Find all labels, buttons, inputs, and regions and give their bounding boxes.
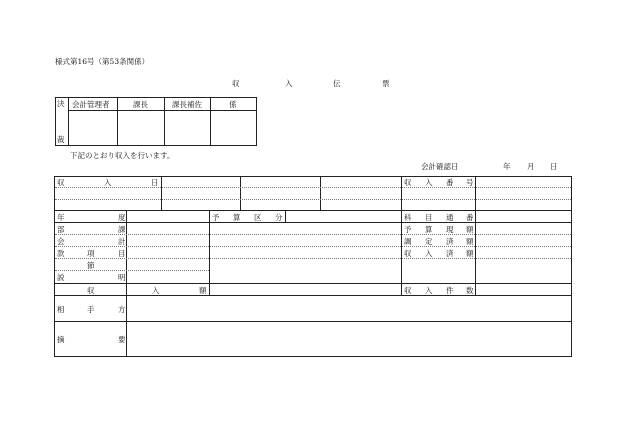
label-yosan-gengaku: 額 [466, 225, 474, 234]
label-buka: 部 [57, 225, 65, 234]
label-kamoku-tsuban: 目 [425, 213, 433, 222]
yosan-kubun-char: 予 [212, 213, 220, 222]
label-kamoku-tsuban: 番 [466, 213, 474, 222]
label-nendo: 度 [118, 213, 126, 222]
approval-col-kaikei: 会計管理者 [72, 100, 110, 109]
aite-char: 方 [118, 305, 126, 314]
label-chotei-sumigaku: 定 [425, 237, 433, 246]
approval-col-kakari: 係 [229, 100, 237, 109]
approval-col-kacho: 課長 [133, 100, 148, 109]
label-shunyu-sumigaku: 済 [446, 249, 454, 258]
label-chotei-sumigaku: 額 [466, 237, 474, 246]
label-kaikei: 計 [118, 237, 126, 246]
yosan-kubun-char: 区 [254, 213, 262, 222]
aite-char: 相 [57, 305, 65, 314]
label-kaikei: 会 [57, 237, 65, 246]
label-kankomoku: 目 [118, 249, 126, 258]
label-yosan-gengaku: 算 [425, 225, 433, 234]
label-setsumei: 説 [57, 273, 65, 282]
approval-kessai-top: 決 [57, 99, 65, 108]
bango-char: 番 [446, 178, 454, 187]
confirm-day: 日 [550, 162, 558, 171]
shunyu-gaku-char: 入 [152, 286, 160, 295]
approval-kessai-bottom: 裁 [57, 135, 65, 144]
title-char: 収 [232, 79, 240, 88]
label-buka: 課 [118, 225, 126, 234]
shunyu-kensu-char: 数 [466, 286, 474, 295]
label-nendo: 年 [57, 213, 65, 222]
label-chotei-sumigaku: 済 [446, 237, 454, 246]
title-char: 入 [285, 79, 293, 88]
yosan-kubun-char: 分 [275, 213, 283, 222]
shunyu-kensu-char: 入 [425, 286, 433, 295]
yosan-kubun-char: 算 [233, 213, 241, 222]
confirm-year: 年 [503, 162, 511, 171]
title-char: 伝 [333, 79, 341, 88]
label-kamoku-tsuban: 通 [446, 213, 454, 222]
label-shunyu-sumigaku: 入 [425, 249, 433, 258]
note-text: 下記のとおり収入を行います。 [70, 151, 175, 160]
shunyu-gaku-char: 額 [199, 286, 207, 295]
shunyu-gaku-char: 収 [87, 286, 95, 295]
label-kankomoku: 項 [87, 249, 95, 258]
shunyubi-char: 入 [104, 178, 112, 187]
bango-char: 号 [466, 178, 474, 187]
label-yosan-gengaku: 予 [404, 225, 412, 234]
confirm-label: 会計確認日 [421, 162, 459, 171]
approval-col-hosa: 課長補佐 [172, 100, 202, 109]
tekiyo-char: 摘 [57, 335, 65, 344]
label-kankomoku: 款 [57, 249, 65, 258]
label-chotei-sumigaku: 調 [404, 237, 412, 246]
label-kamoku-tsuban: 科 [404, 213, 412, 222]
form-number: 様式第16号（第53条関係） [55, 57, 150, 66]
shunyu-kensu-char: 件 [446, 286, 454, 295]
label-shunyu-sumigaku: 収 [404, 249, 412, 258]
shunyubi-char: 収 [57, 178, 65, 187]
label-setsumei: 明 [118, 273, 126, 282]
shunyu-kensu-char: 収 [404, 286, 412, 295]
label-yosan-gengaku: 現 [446, 225, 454, 234]
label-shunyu-sumigaku: 額 [466, 249, 474, 258]
tekiyo-char: 要 [118, 335, 126, 344]
shunyubi-char: 日 [151, 178, 159, 187]
bango-char: 収 [404, 178, 412, 187]
title-char: 票 [382, 79, 390, 88]
aite-char: 手 [87, 305, 95, 314]
confirm-month: 月 [527, 162, 535, 171]
label-setsu: 節 [87, 261, 95, 270]
bango-char: 入 [425, 178, 433, 187]
